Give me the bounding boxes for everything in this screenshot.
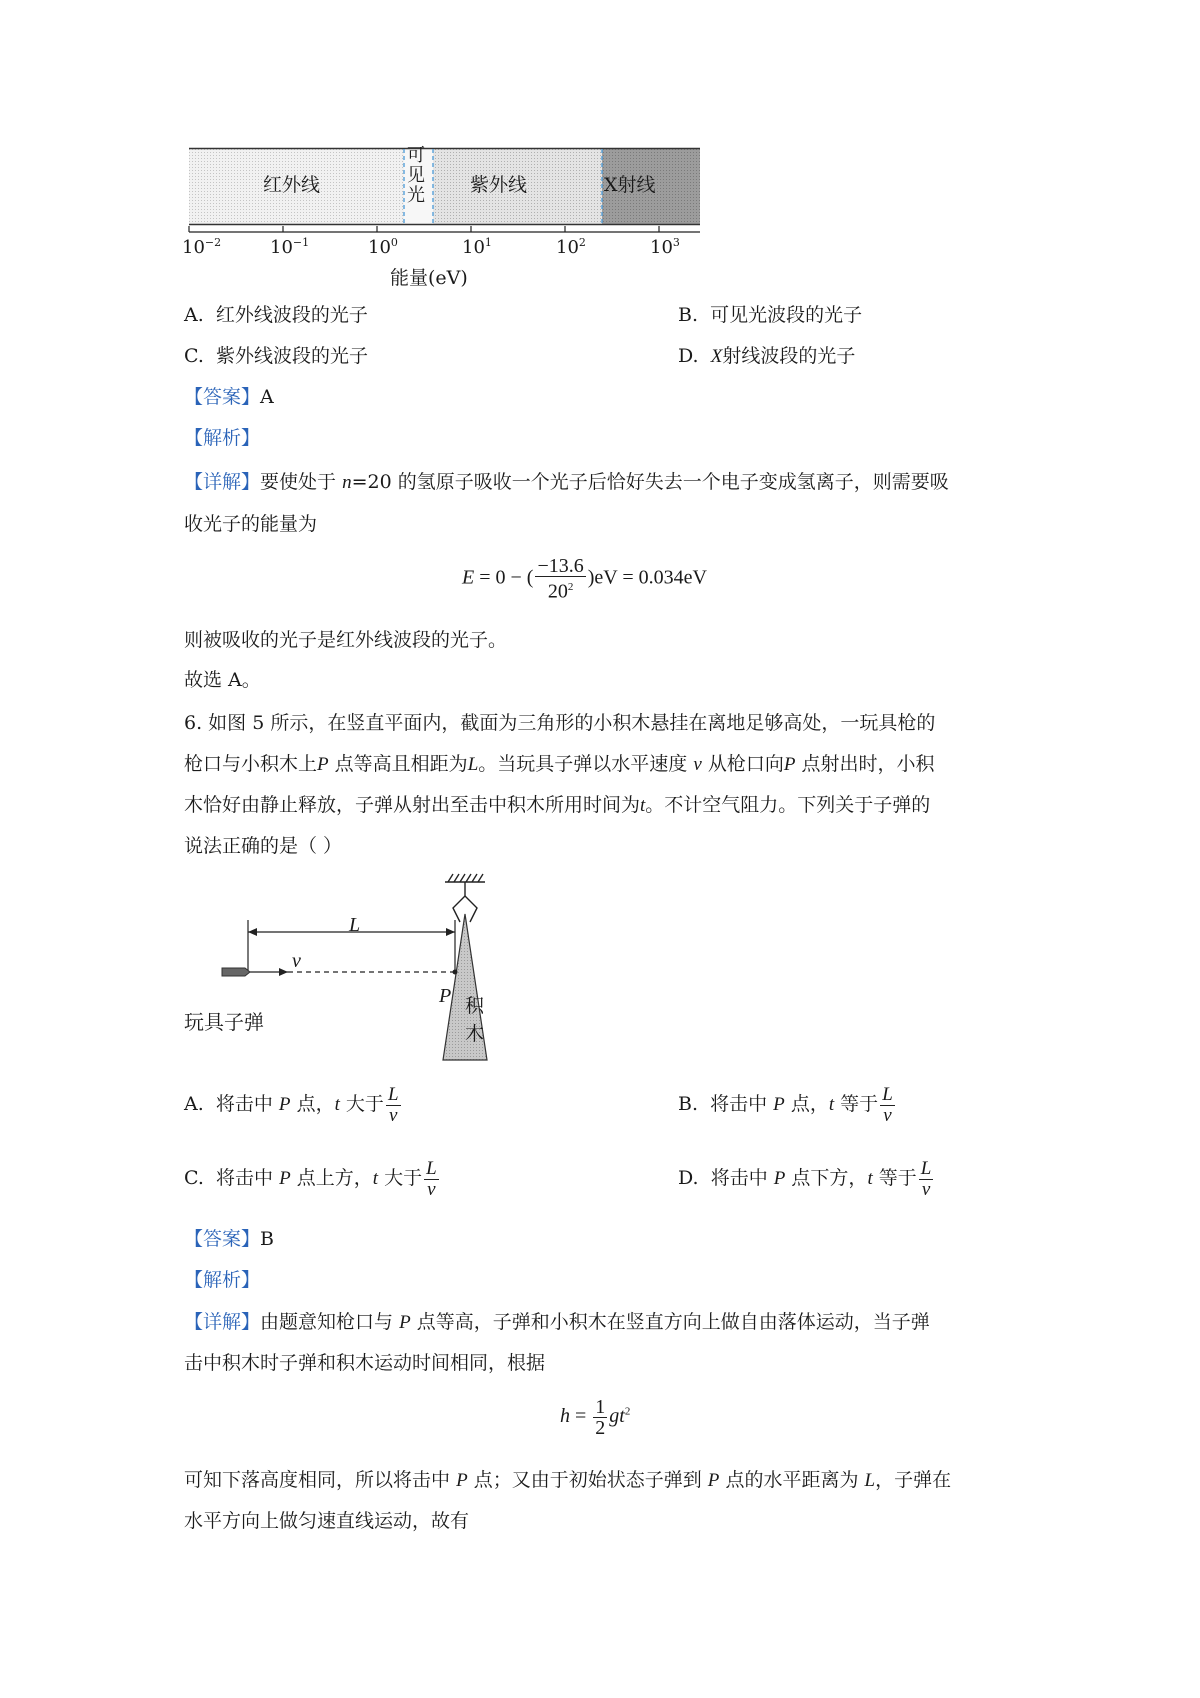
visible-label: 可 见 光: [407, 145, 425, 206]
ultraviolet-label: 紫外线: [470, 174, 528, 196]
answer-line: 【答案】A: [184, 386, 274, 408]
analysis-label: 【解析】: [184, 427, 261, 449]
tick-label: $10^1$: [462, 236, 492, 258]
option-b: B. 可见光波段的光子: [678, 304, 863, 326]
detail-line: 可知下落高度相同，所以将击中 P 点；又由于初始状态子弹到 P 点的水平距离为 L，子弹在: [184, 1469, 952, 1491]
detail-line: 则被吸收的光子是红外线波段的光子。: [184, 629, 508, 651]
xray-label: X射线: [604, 174, 656, 196]
bullet-label: 玩具子弹: [184, 1010, 264, 1034]
detail-line: 收光子的能量为: [184, 513, 318, 535]
tick-label: $10^{-2}$: [182, 236, 222, 258]
question-stem: 枪口与小积木上P 点等高且相距为L。当玩具子弹以水平速度 v 从枪口向P 点射出时，小积: [184, 753, 935, 775]
option-d: D. 将击中 P 点下方，t 等于 $\frac{L}{v}$: [678, 1157, 932, 1200]
question-stem: 6. 如图 5 所示，在竖直平面内，截面为三角形的小积木悬挂在离地足够高处，一玩具枪的: [184, 712, 936, 734]
label-v: v: [292, 950, 301, 972]
tick-label: $10^2$: [556, 236, 586, 258]
detail-line: 【详解】要使处于 n=20 的氢原子吸收一个光子后恰好失去一个电子变成氢离子，则需要吸: [184, 471, 949, 493]
label-P: P: [439, 985, 452, 1007]
block-label: 积 木: [465, 995, 485, 1045]
label-L: L: [349, 914, 361, 936]
answer-line: 【答案】B: [184, 1228, 274, 1250]
detail-line: 水平方向上做匀速直线运动，故有: [184, 1510, 470, 1532]
analysis-label: 【解析】: [184, 1269, 261, 1291]
tick-label: $10^0$: [368, 236, 398, 258]
option-c: C. 将击中 P 点上方，t 大于 $\frac{L}{v}$: [184, 1157, 437, 1200]
infrared-label: 红外线: [263, 174, 321, 196]
detail-line: 故选 A。: [184, 669, 261, 691]
question-stem: 说法正确的是（ ）: [184, 835, 343, 857]
option-d: D. X射线波段的光子: [678, 345, 856, 367]
fall-formula: h = $\frac{1}{2}$ $gt^2$: [560, 1396, 631, 1439]
option-c: C. 紫外线波段的光子: [184, 345, 369, 367]
option-a: A. 红外线波段的光子: [184, 304, 368, 326]
point-p: [453, 970, 458, 975]
option-b: B. 将击中 P 点，t 等于 $\frac{L}{v}$: [678, 1083, 893, 1126]
tick-label: $10^{-1}$: [270, 236, 310, 258]
axis-label: 能量(eV): [390, 267, 468, 289]
detail-line: 击中积木时子弹和积木运动时间相同，根据: [184, 1352, 546, 1374]
detail-line: 【详解】由题意知枪口与 P 点等高，子弹和小积木在竖直方向上做自由落体运动，当子弹: [184, 1311, 930, 1333]
tick-label: $10^3$: [650, 236, 680, 258]
energy-formula: E = 0 − ( $\frac{-13.6}{20^2}$ )eV = 0.034eV: [462, 555, 707, 603]
question-stem: 木恰好由静止释放，子弹从射出至击中积木所用时间为t。不计空气阻力。下列关于子弹的: [184, 794, 931, 816]
toy-bullet: [222, 968, 250, 976]
ceiling: [445, 874, 485, 882]
option-a: A. 将击中 P 点，t 大于 $\frac{L}{v}$: [184, 1083, 399, 1126]
